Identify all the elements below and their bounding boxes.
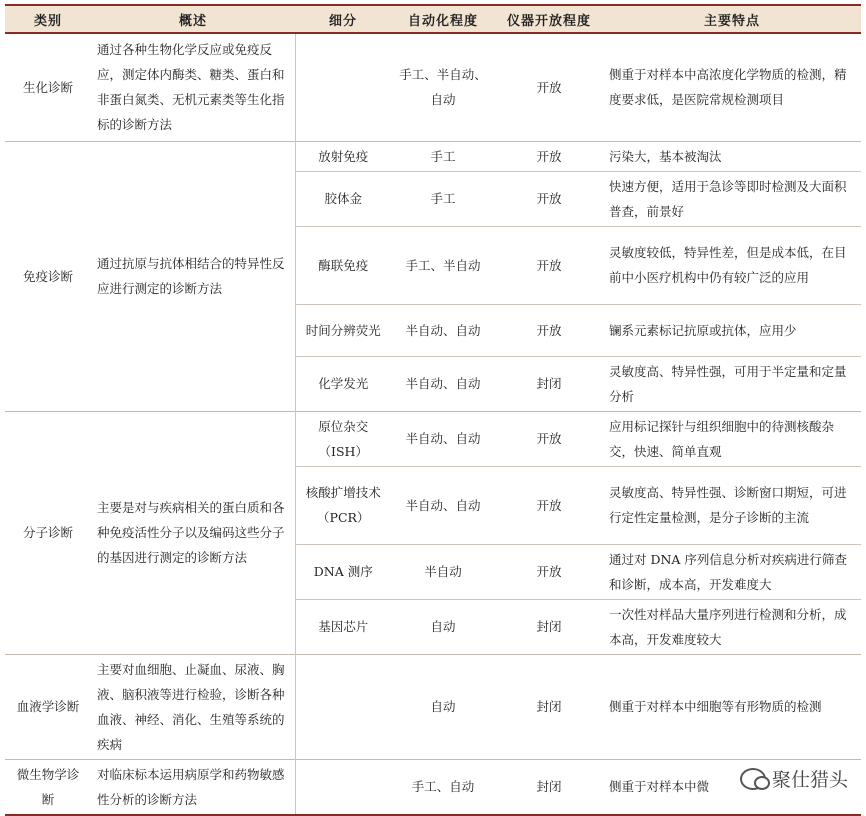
cell-automation: 手工: [391, 141, 495, 171]
header-overview: 概述: [91, 5, 295, 33]
cell-automation: 手工、半自动、自动: [391, 33, 495, 141]
cell-openness: 开放: [495, 466, 603, 544]
cell-feature: 应用标记探针与组织细胞中的待测核酸杂交，快速、简单直观: [603, 411, 861, 466]
cell-openness: 开放: [495, 141, 603, 171]
cell-automation: 半自动: [391, 544, 495, 599]
cell-openness: 开放: [495, 544, 603, 599]
cell-openness: 封闭: [495, 759, 603, 815]
table-row: [5, 759, 861, 815]
cell-overview: 通过各种生物化学反应或免疫反应，测定体内酶类、糖类、蛋白和非蛋白氮类、无机元素类等生化指标的诊断方法: [91, 33, 295, 141]
cell-feature: 灵敏度高、特异性强，可用于半定量和定量分析: [603, 356, 861, 411]
cell-subdivision: 酶联免疫: [295, 226, 391, 304]
cell-automation: 半自动、自动: [391, 411, 495, 466]
cell-automation: 自动: [391, 654, 495, 759]
cell-subdivision: [295, 33, 391, 141]
cell-subdivision: 化学发光: [295, 356, 391, 411]
cell-automation: 手工、自动: [391, 759, 495, 815]
cell-subdivision: [295, 654, 391, 759]
cell-feature: 一次性对样品大量序列进行检测和分析，成本高，开发难度较大: [603, 599, 861, 654]
cell-overview: 主要是对与疾病相关的蛋白质和各种免疫活性分子以及编码这些分子的基因进行测定的诊断方法: [91, 411, 295, 654]
cell-automation: 半自动、自动: [391, 304, 495, 356]
table-header-row: [5, 5, 861, 33]
cell-automation: 半自动、自动: [391, 466, 495, 544]
cell-feature: 侧重于对样本中微: [603, 759, 861, 815]
cell-automation: 自动: [391, 599, 495, 654]
cell-overview: 主要对血细胞、止凝血、尿液、胸液、脑积液等进行检验，诊断各种血液、神经、消化、生殖等系统的疾病: [91, 654, 295, 759]
cell-feature: 灵敏度较低，特异性差，但是成本低，在目前中小医疗机构中仍有较广泛的应用: [603, 226, 861, 304]
cell-automation: 手工: [391, 171, 495, 226]
cell-subdivision: DNA 测序: [295, 544, 391, 599]
cell-overview: 通过抗原与抗体相结合的特异性反应进行测定的诊断方法: [91, 141, 295, 411]
table-row: [5, 411, 861, 466]
cell-openness: 封闭: [495, 599, 603, 654]
table-row: [5, 654, 861, 759]
cell-openness: 开放: [495, 226, 603, 304]
cell-feature: 污染大，基本被淘汰: [603, 141, 861, 171]
cell-category: 微生物学诊断: [5, 759, 91, 815]
cell-automation: 手工、半自动: [391, 226, 495, 304]
cell-overview: 对临床标本运用病原学和药物敏感性分析的诊断方法: [91, 759, 295, 815]
cell-subdivision: 核酸扩增技术（PCR）: [295, 466, 391, 544]
header-category: 类别: [5, 5, 91, 33]
cell-subdivision: 原位杂交（ISH）: [295, 411, 391, 466]
cell-automation: 半自动、自动: [391, 356, 495, 411]
cell-subdivision: [295, 759, 391, 815]
cell-subdivision: 基因芯片: [295, 599, 391, 654]
watermark-text: 聚仕猎头: [771, 769, 848, 791]
cell-feature: 侧重于对样本中高浓度化学物质的检测，精度要求低，是医院常规检测项目: [603, 33, 861, 141]
table-row: [5, 33, 861, 141]
cell-category: 分子诊断: [5, 411, 91, 654]
header-features: 主要特点: [603, 5, 861, 33]
header-subdivision: 细分: [295, 5, 391, 33]
cell-feature: 快速方便，适用于急诊等即时检测及大面积普查，前景好: [603, 171, 861, 226]
cell-subdivision: 时间分辨荧光: [295, 304, 391, 356]
cell-category: 免疫诊断: [5, 141, 91, 411]
cell-openness: 开放: [495, 171, 603, 226]
cell-openness: 开放: [495, 411, 603, 466]
cell-category: 血液学诊断: [5, 654, 91, 759]
cell-feature: 灵敏度高、特异性强、诊断窗口期短，可进行定性定量检测，是分子诊断的主流: [603, 466, 861, 544]
table-row: [5, 141, 861, 171]
cell-subdivision: 胶体金: [295, 171, 391, 226]
cell-openness: 封闭: [495, 356, 603, 411]
cell-feature: 侧重于对样本中细胞等有形物质的检测: [603, 654, 861, 759]
wechat-icon: [740, 768, 766, 790]
cell-openness: 开放: [495, 33, 603, 141]
cell-feature: 通过对 DNA 序列信息分析对疾病进行筛查和诊断，成本高，开发难度大: [603, 544, 861, 599]
header-openness: 仪器开放程度: [495, 5, 603, 33]
ivd-classification-table: [5, 4, 861, 816]
header-automation: 自动化程度: [391, 5, 495, 33]
cell-feature: 镧系元素标记抗原或抗体，应用少: [603, 304, 861, 356]
cell-subdivision: 放射免疫: [295, 141, 391, 171]
watermark: [736, 765, 852, 792]
cell-openness: 封闭: [495, 654, 603, 759]
cell-category: 生化诊断: [5, 33, 91, 141]
cell-openness: 开放: [495, 304, 603, 356]
